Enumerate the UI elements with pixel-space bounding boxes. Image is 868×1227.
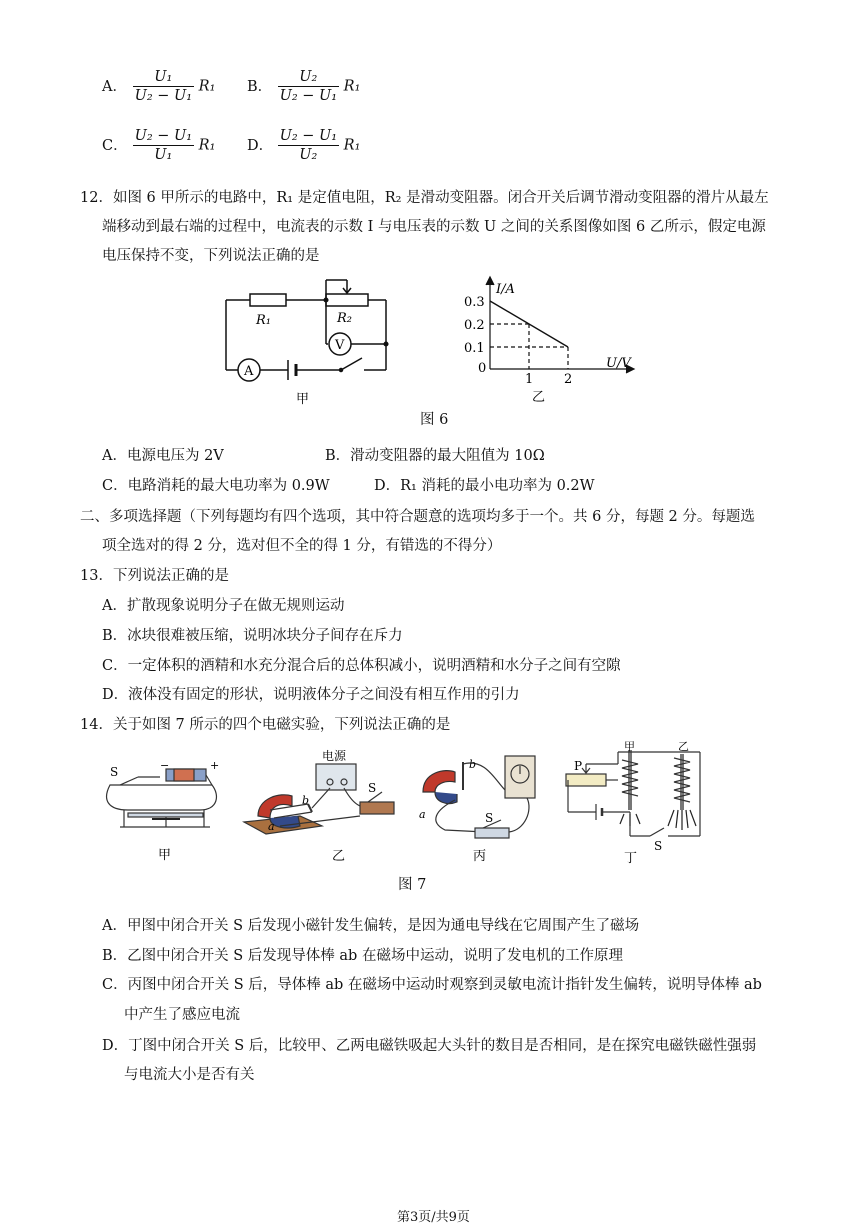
q14-option-b: B．乙图中闭合开关 S 后发现导体棒 ab 在磁场中运动，说明了发电机的工作原理	[102, 948, 623, 964]
figure6-graph	[462, 275, 642, 405]
q14-option-a: A．甲图中闭合开关 S 后发现小磁针发生偏转，是因为通电导线在它周围产生了磁场	[102, 918, 640, 934]
q14-option-d-line2: 与电流大小是否有关	[124, 1067, 255, 1083]
denominator: U₂ − U₁	[279, 88, 338, 104]
q14-option-c-line2: 中产生了感应电流	[124, 1007, 240, 1023]
figure7-caption: 图 7	[398, 877, 427, 893]
q12-stem-line3: 电压保持不变，下列说法正确的是	[102, 248, 320, 264]
q11-option-b: B． $\frac{\text{U₂}}{\text{U₂ − U₁}}$ R₁	[247, 69, 361, 104]
switch-s-label: S	[110, 765, 119, 779]
figure7-jia-label: 甲	[158, 848, 172, 863]
xtick-1: 1	[525, 372, 534, 387]
section2-heading-line2: 项全选对的得 2 分，选对但不全的得 1 分，有错选的不得分）	[102, 538, 502, 554]
figure7-bing	[415, 750, 540, 865]
q11-option-d: D． $\frac{\text{U₂ − U₁}}{\text{U₂}}$ R₁	[247, 128, 361, 163]
q13-option-c: C．一定体积的酒精和水充分混合后的总体积减小，说明酒精和水分子之间有空隙	[102, 658, 621, 674]
q14-option-c-line1: C．丙图中闭合开关 S 后，导体棒 ab 在磁场中运动时观察到灵敏电流计指针发生偏转，说明导体棒 ab	[102, 977, 762, 993]
q12-option-d: D．R₁ 消耗的最小电功率为 0.2W	[374, 478, 595, 494]
figure7-jia	[100, 755, 225, 865]
a-label: a	[268, 820, 275, 833]
q11-option-a: A． $\frac{\text{U₁}}{\text{U₂ − U₁}}$ R₁	[102, 69, 216, 104]
voltmeter-label: V	[335, 338, 345, 353]
r2-label: R₂	[337, 311, 352, 326]
switch-s-label: S	[485, 811, 494, 825]
figure7-ding	[560, 740, 720, 865]
q13-stem: 13．下列说法正确的是	[80, 568, 229, 584]
numerator: U₁	[133, 68, 194, 87]
switch-s-label: S	[368, 781, 377, 795]
q14-stem: 14．关于如图 7 所示的四个电磁实验，下列说法正确的是	[80, 717, 451, 733]
minus-sign: −	[160, 759, 170, 772]
figure7-yi	[240, 748, 405, 863]
page-number: 第3页/共9页	[397, 1210, 470, 1225]
figure7-bing-label: 丙	[473, 849, 487, 864]
q12-stem-line2: 端移动到最右端的过程中，电流表的示数 I 与电压表的示数 U 之间的关系图像如图 6 乙所示，假定电源	[102, 219, 766, 235]
figure7-ding-label: 丁	[624, 851, 638, 865]
slider-p-label: P	[574, 759, 583, 773]
figure6-caption: 图 6	[420, 412, 449, 428]
figure6-circuit	[220, 272, 400, 412]
ytick-0.2: 0.2	[464, 318, 485, 333]
q12-option-b: B．滑动变阻器的最大阻值为 10Ω	[325, 448, 545, 464]
graph-ylabel: I/A	[496, 282, 515, 297]
ytick-0.1: 0.1	[464, 341, 485, 356]
b-label: b	[302, 794, 310, 807]
plus-sign: +	[210, 759, 220, 772]
q13-option-d: D．液体没有固定的形状，说明液体分子之间没有相互作用的引力	[102, 687, 520, 703]
figure7-yi-label: 乙	[332, 849, 346, 863]
b-label: b	[469, 758, 477, 771]
electromagnet-jia-label: 甲	[624, 740, 635, 753]
electromagnet-yi-label: 乙	[678, 740, 689, 753]
q12-option-a: A．电源电压为 2V	[102, 448, 224, 464]
switch-s-label: S	[654, 839, 663, 853]
q13-option-b: B．冰块很难被压缩，说明冰块分子间存在斥力	[102, 628, 403, 644]
denominator: U₂	[299, 147, 318, 163]
xtick-2: 2	[564, 372, 573, 387]
denominator: U₂ − U₁	[134, 88, 193, 104]
numerator: U₂	[278, 68, 339, 87]
numerator: U₂ − U₁	[134, 128, 193, 144]
q13-option-a: A．扩散现象说明分子在做无规则运动	[102, 598, 345, 614]
r1-label: R₁	[256, 313, 271, 328]
q12-stem-line1: 12．如图 6 甲所示的电路中，R₁ 是定值电阻，R₂ 是滑动变阻器。闭合开关后调节滑动变阻器的滑片从最左	[80, 190, 769, 206]
q11-option-c: C． $\frac{\text{U₂ − U₁}}{\text{U₁}}$ R₁	[102, 128, 216, 163]
power-label: 电源	[322, 749, 347, 763]
origin-label: 0	[478, 361, 487, 376]
ytick-0.3: 0.3	[464, 295, 485, 310]
graph-label: 乙	[532, 390, 546, 405]
a-label: a	[419, 808, 426, 821]
numerator: U₂ − U₁	[279, 128, 338, 144]
circuit-label: 甲	[296, 392, 310, 407]
q12-option-c: C．电路消耗的最大电功率为 0.9W	[102, 478, 330, 494]
graph-xlabel: U/V	[606, 356, 631, 371]
section2-heading-line1: 二、多项选择题（下列每题均有四个选项，其中符合题意的选项均多于一个。共 6 分，每题 2 分。每题选	[80, 509, 755, 525]
ammeter-label: A	[244, 364, 254, 379]
denominator: U₁	[154, 147, 173, 163]
q14-option-d-line1: D．丁图中闭合开关 S 后，比较甲、乙两电磁铁吸起大头针的数目是否相同，是在探究电磁铁磁性强弱	[102, 1038, 757, 1054]
